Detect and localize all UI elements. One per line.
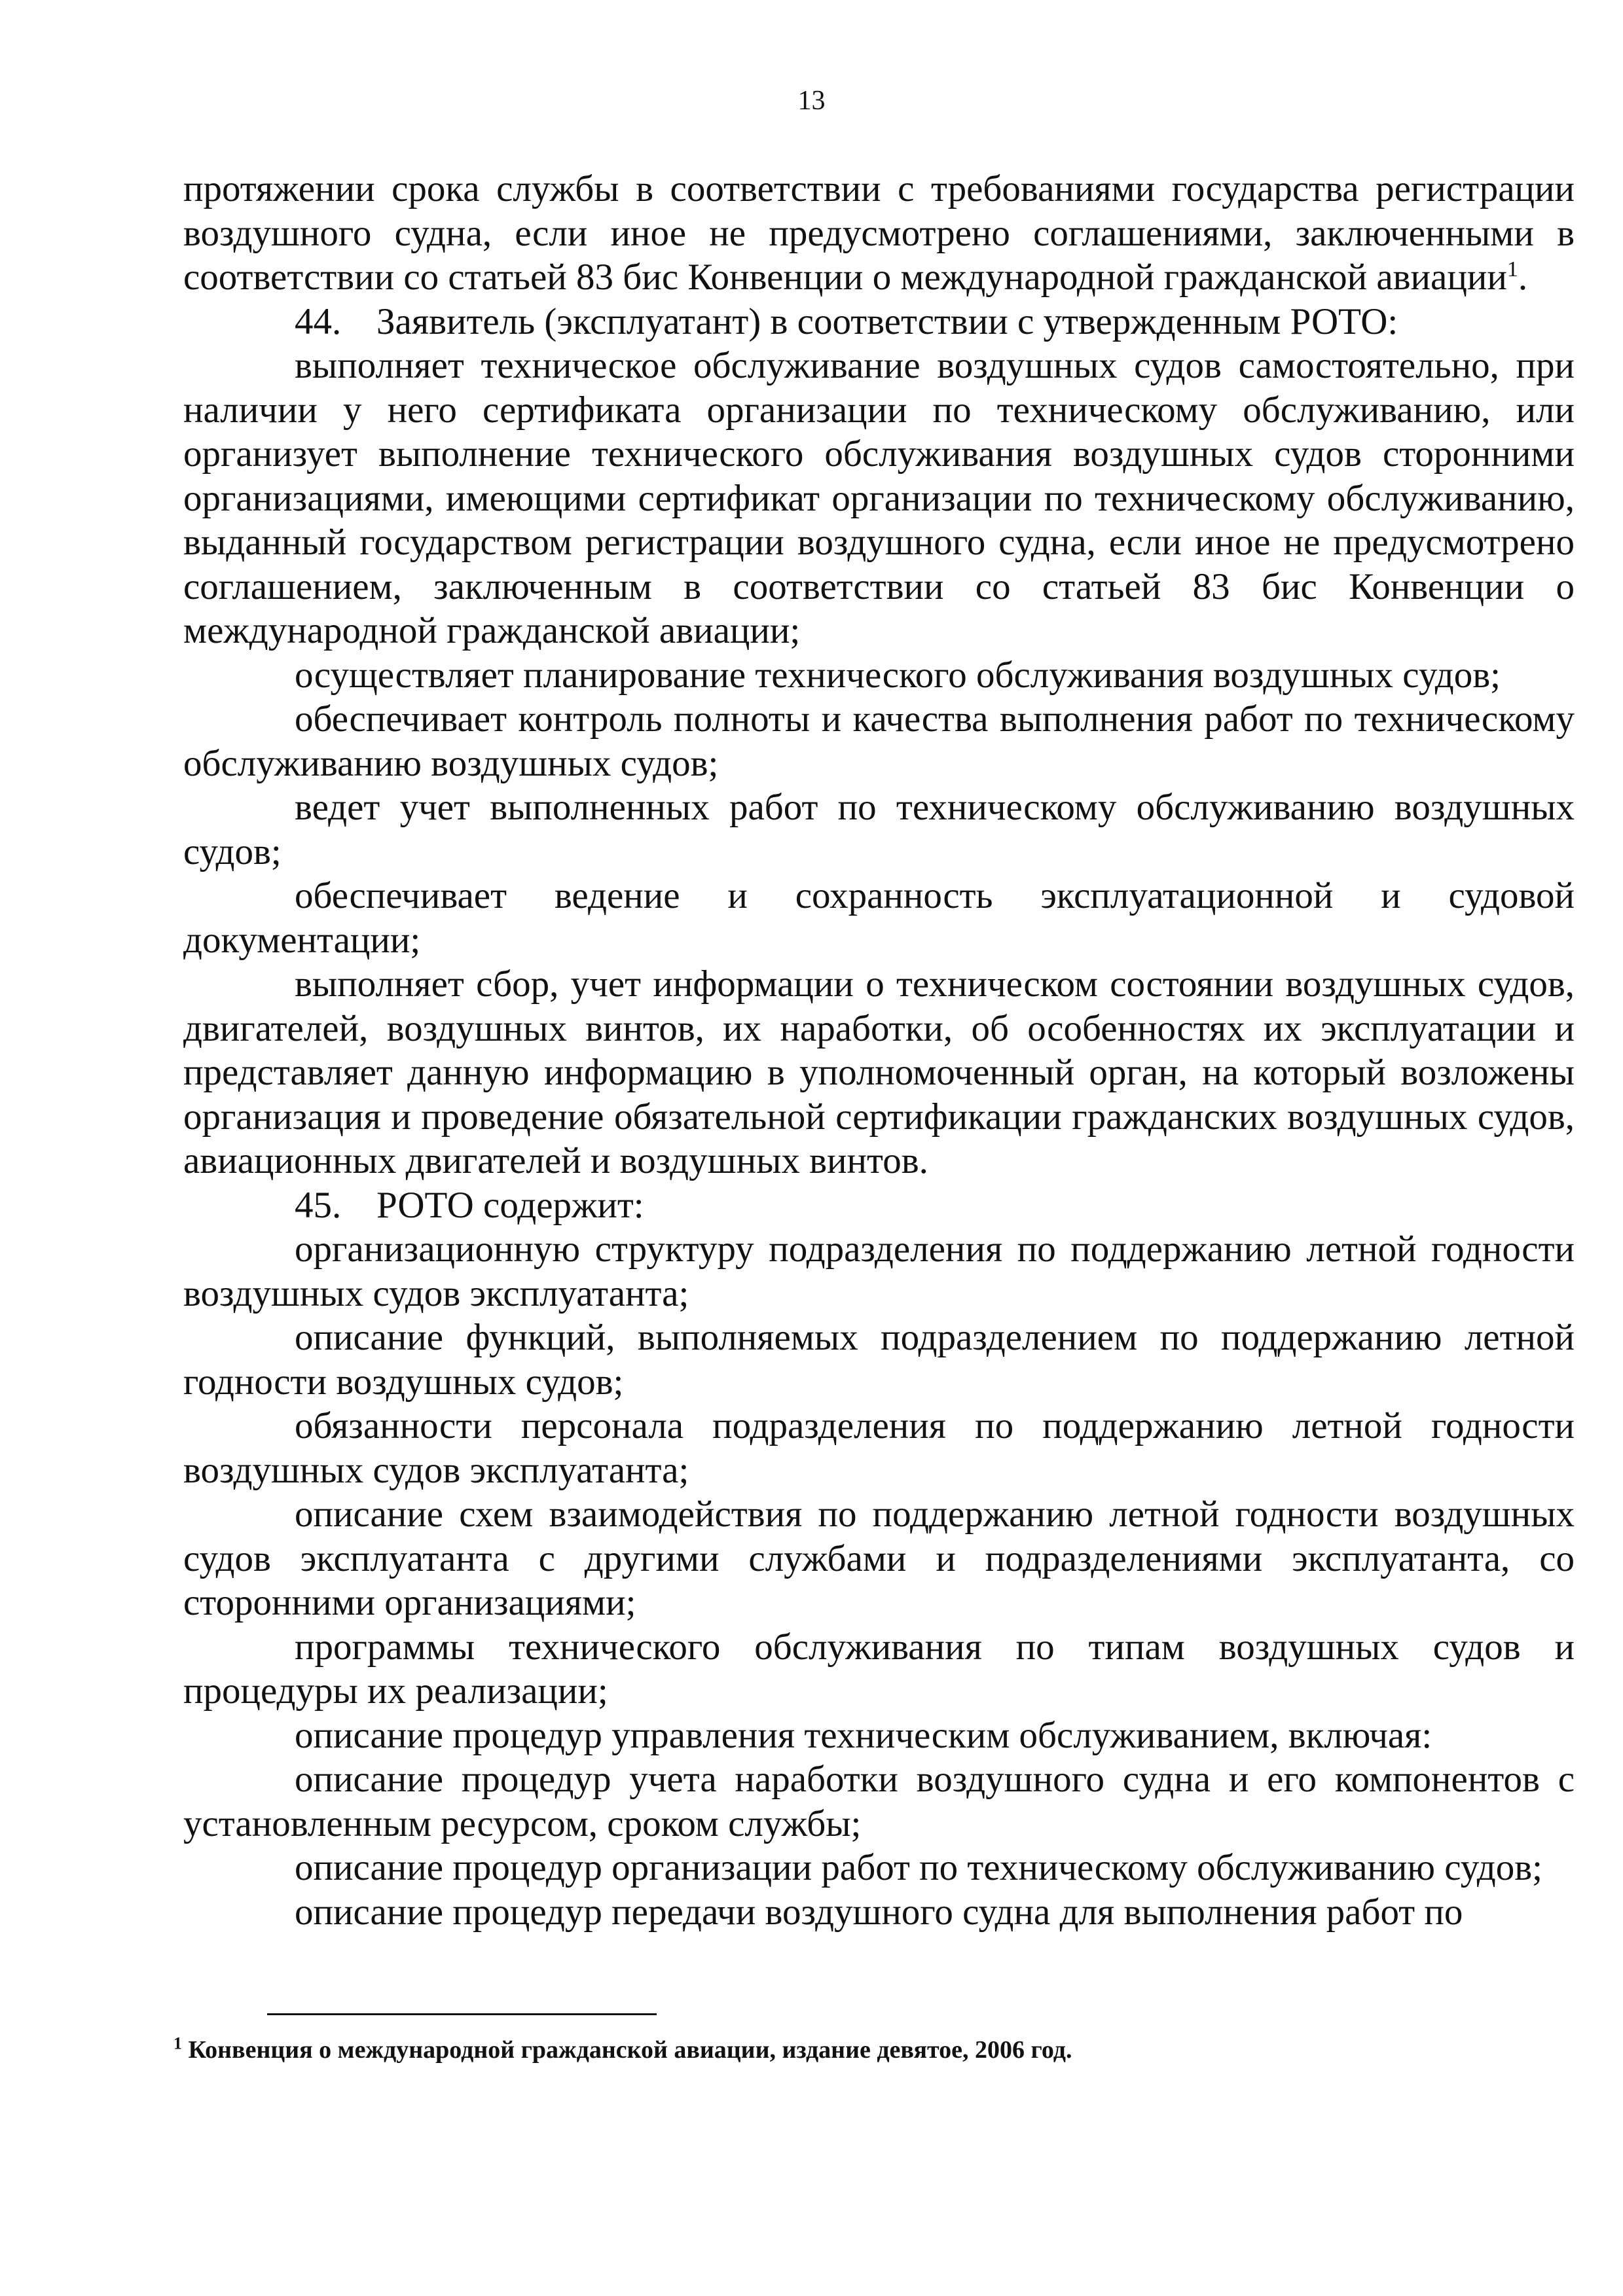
list-item: выполняет техническое обслуживание воздушных судов самостоятельно, при наличии у него сертификата организации по техническому обслуживанию, или организует выполнение технического обслуживания воздушных судов сторонними организациями, имеющими сертификат организации по техническому обслуживанию, выданный государством регистрации воздушного судна, если иное не предусмотрено соглашением, заключенным в соответствии со статьей 83 бис Конвенции о международной гражданской авиации; — [183, 345, 1575, 651]
list-item: описание процедур управления техническим обслуживанием, включая: — [295, 1714, 1432, 1756]
paragraph-number: 45. — [295, 1184, 342, 1226]
list-item: описание процедур учета наработки воздушного судна и его компонентов с установленным ресурсом, сроком службы; — [183, 1759, 1575, 1844]
footnote-reference: 1 — [1506, 257, 1518, 281]
list-item: ведет учет выполненных работ по техническому обслуживанию воздушных судов; — [183, 787, 1575, 872]
list-item: описание схем взаимодействия по поддержанию летной годности воздушных судов эксплуатанта с другими службами и подразделениями эксплуатанта, со сторонними организациями; — [183, 1494, 1575, 1623]
list-item: организационную структуру подразделения по поддержанию летной годности воздушных судов эксплуатанта; — [183, 1229, 1575, 1314]
list-item: обеспечивает ведение и сохранность эксплуатационной и судовой документации; — [183, 875, 1575, 961]
list-item-cut-off: описание процедур передачи воздушного судна для выполнения работ по — [295, 1891, 1463, 1933]
list-item: обязанности персонала подразделения по поддержанию летной годности воздушных судов эксплуатанта; — [183, 1405, 1575, 1491]
page-number: 13 — [797, 86, 826, 116]
document-body — [183, 167, 1575, 1934]
footnote-divider — [267, 2013, 657, 2015]
numbered-paragraph-45: 45. РОТО содержит: — [183, 1183, 1575, 1228]
list-item: описание функций, выполняемых подразделением по поддержанию летной годности воздушных судов; — [183, 1317, 1575, 1403]
paragraph-continuation: протяжении срока службы в соответствии с требованиями государства регистрации воздушного судна, если иное не предусмотрено соглашениями, заключенными в соответствии со статьей 83 бис Конвенции о международной гражданской авиации$^1$. — [183, 168, 1575, 298]
footnote-marker: 1 — [173, 2034, 182, 2053]
footnote — [173, 2034, 1548, 2066]
list-item: описание процедур организации работ по техническому обслуживанию судов; — [295, 1847, 1542, 1888]
list-item: обеспечивает контроль полноты и качества выполнения работ по техническому обслуживанию воздушных судов; — [183, 698, 1575, 784]
footnote-text: Конвенция о международной гражданской авиации, издание девятое, 2006 год. — [188, 2036, 1072, 2064]
numbered-paragraph-44: 44. Заявитель (эксплуатант) в соответствии с утвержденным РОТО: — [183, 300, 1575, 344]
list-item: выполняет сбор, учет информации о техническом состоянии воздушных судов, двигателей, воздушных винтов, их наработки, об особенностях их эксплуатации и представляет данную информацию в уполномоченный орган, на который возложены организация и проведение обязательной сертификации гражданских воздушных судов, авиационных двигателей и воздушных винтов. — [183, 963, 1575, 1181]
list-item: осуществляет планирование технического обслуживания воздушных судов; — [295, 654, 1501, 696]
list-item: программы технического обслуживания по типам воздушных судов и процедуры их реализации; — [183, 1626, 1575, 1712]
paragraph-number: 44. — [295, 300, 342, 342]
